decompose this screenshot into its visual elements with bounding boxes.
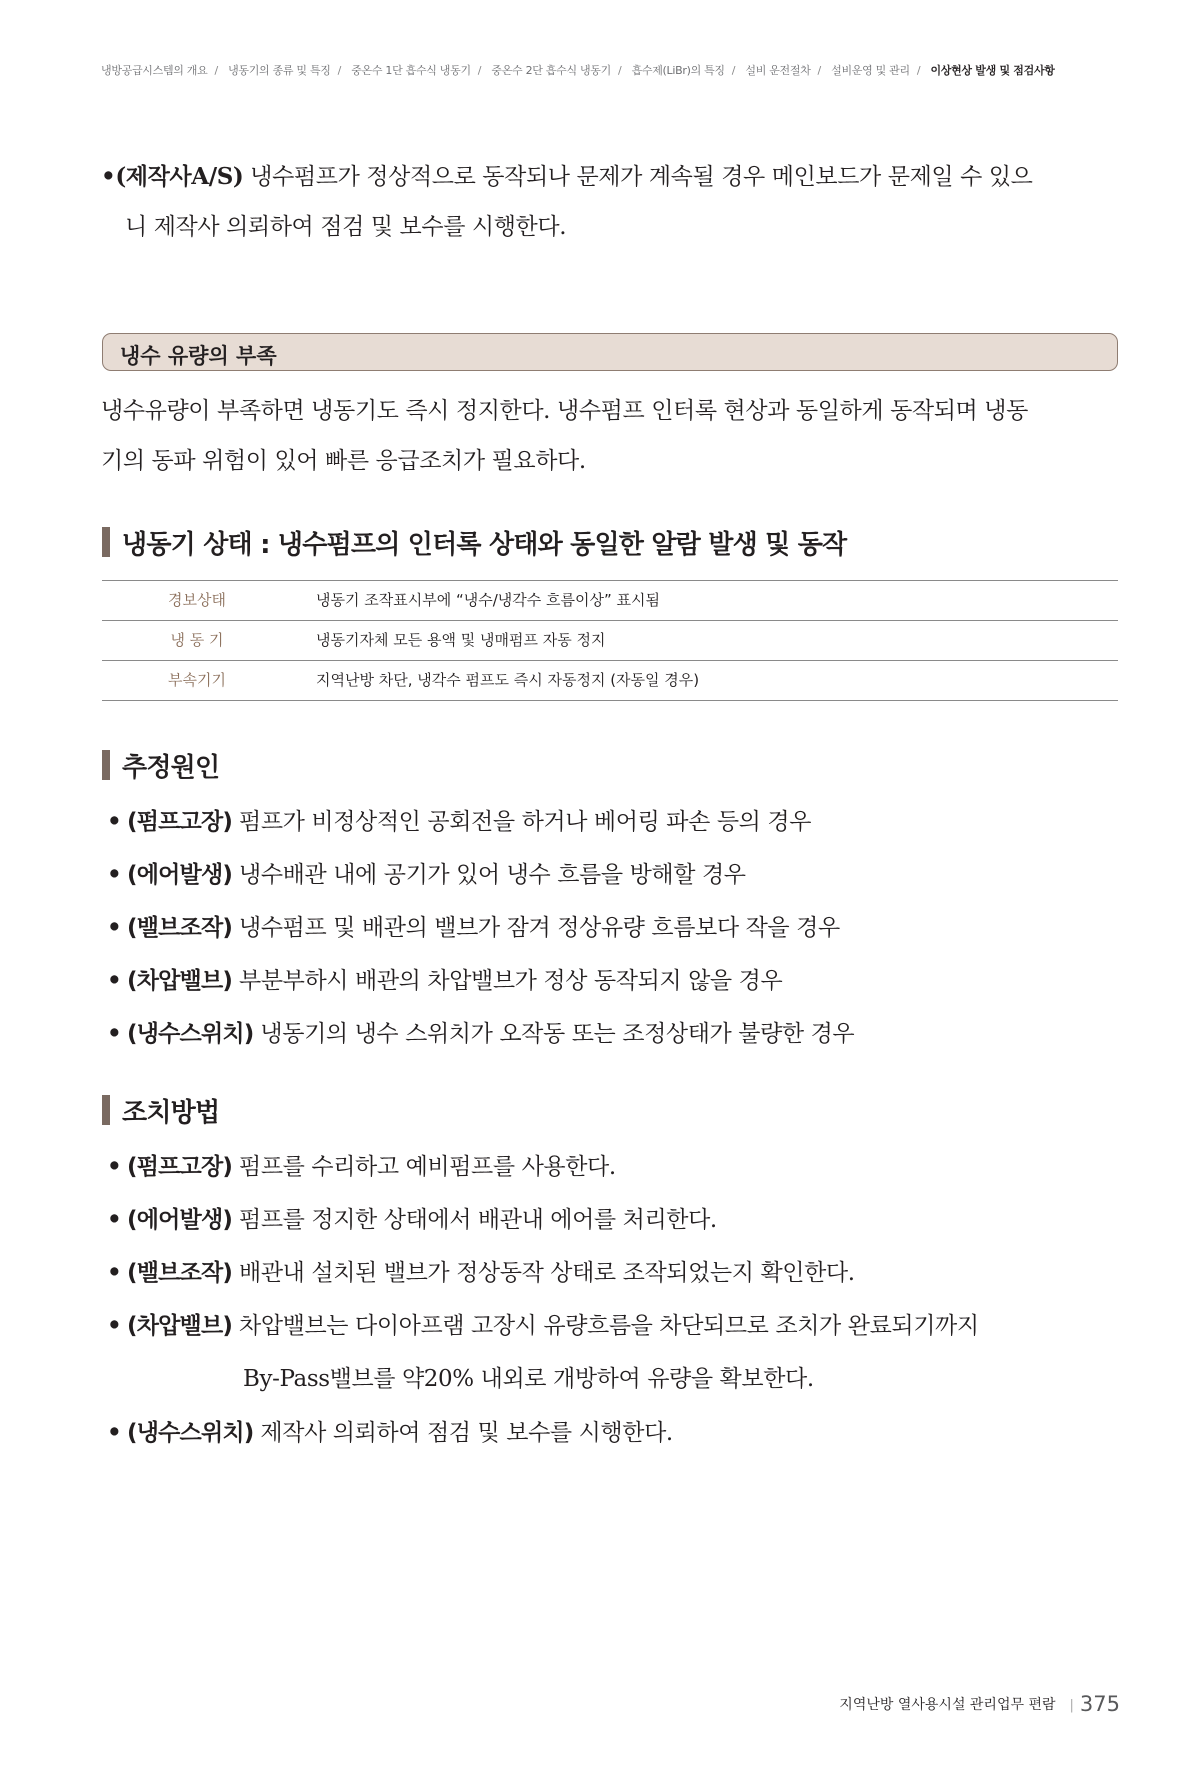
breadcrumb-item: 흡수제(LiBr)의 특징 — [631, 64, 725, 77]
footer-divider: | — [1069, 1698, 1074, 1713]
list-item — [107, 901, 1117, 954]
list-item — [107, 1140, 1117, 1193]
book-title: 지역난방 열사용시설 관리업무 편람 — [839, 1697, 1056, 1713]
breadcrumb: 냉방공급시스템의 개요 / 냉동기의 종류 및 특징 / 중온수 1단 흡수식 냉동기 / 중온수 2단 흡수식 냉동기 / 흡수제(LiBr)의 특징 / 설비 운전절차 / 설비운영 및 관리 / 이상현상 발생 및 점검사항 — [101, 64, 1055, 77]
list-item — [107, 954, 1117, 1007]
item-tag: (밸브조작) — [127, 1260, 233, 1286]
bullet-dot: • — [107, 1020, 122, 1047]
status-value: 냉동기 조작표시부에 “냉수/냉각수 흐름이상” 표시됨 — [316, 591, 660, 609]
actions-heading — [102, 1095, 219, 1129]
breadcrumb-item: 냉방공급시스템의 개요 — [101, 64, 208, 77]
item-text: 펌프를 정지한 상태에서 배관내 에어를 처리한다. — [232, 1207, 717, 1233]
status-label: 냉 동 기 — [170, 631, 224, 649]
bullet-dot: • — [107, 1206, 122, 1233]
item-text: 펌프가 비정상적인 공회전을 하거나 베어링 파손 등의 경우 — [232, 809, 812, 835]
breadcrumb-item: 설비 운전절차 — [745, 64, 811, 77]
heading-bar — [102, 1095, 110, 1125]
bullet-dot: • — [101, 163, 116, 190]
section-title-box — [102, 333, 1118, 371]
item-tag: (냉수스위치) — [127, 1021, 254, 1047]
breadcrumb-item: 중온수 2단 흡수식 냉동기 — [491, 64, 611, 77]
list-item — [107, 1406, 1117, 1459]
breadcrumb-item: 중온수 1단 흡수식 냉동기 — [351, 64, 471, 77]
list-item — [107, 1246, 1117, 1299]
lead-line: 냉수유량이 부족하면 냉동기도 즉시 정지한다. 냉수펌프 인터록 현상과 동일하게 동작되며 냉동 — [101, 398, 1028, 424]
bullet-dot: • — [107, 1259, 122, 1286]
section-lead — [101, 386, 1121, 486]
lead-line: 기의 동파 위험이 있어 빠른 응급조치가 필요하다. — [101, 448, 586, 474]
status-row — [102, 660, 1118, 701]
heading-bar — [102, 750, 110, 780]
item-text: 제작사 의뢰하여 점검 및 보수를 시행한다. — [253, 1420, 673, 1446]
page-footer — [820, 1692, 1120, 1716]
status-row — [102, 620, 1118, 660]
item-tag: (냉수스위치) — [127, 1420, 254, 1446]
list-item — [107, 1193, 1117, 1246]
breadcrumb-item: 설비운영 및 관리 — [831, 64, 910, 77]
intro-text-continued: 니 제작사 의뢰하여 점검 및 보수를 시행한다. — [125, 214, 567, 240]
status-value: 냉동기자체 모든 용액 및 냉매펌프 자동 정지 — [316, 631, 606, 649]
item-text: 냉수배관 내에 공기가 있어 냉수 흐름을 방해할 경우 — [232, 862, 746, 888]
item-tag: (밸브조작) — [127, 915, 233, 941]
status-label: 부속기기 — [168, 671, 226, 689]
status-row — [102, 580, 1118, 620]
item-text-continued: By-Pass밸브를 약20% 내외로 개방하여 유량을 확보한다. — [243, 1366, 814, 1392]
bullet-dot: • — [107, 1419, 122, 1446]
heading-bar — [102, 527, 110, 557]
actions-list — [107, 1140, 1117, 1459]
bullet-dot: • — [107, 808, 122, 835]
bullet-dot: • — [107, 861, 122, 888]
causes-heading — [102, 750, 219, 784]
item-text: 펌프를 수리하고 예비펌프를 사용한다. — [232, 1154, 616, 1180]
item-text: 배관내 설치된 밸브가 정상동작 상태로 조작되었는지 확인한다. — [232, 1260, 855, 1286]
status-heading — [102, 527, 846, 561]
list-item — [107, 795, 1117, 848]
status-label: 경보상태 — [168, 591, 226, 609]
item-tag: (펌프고장) — [127, 809, 233, 835]
intro-text: 냉수펌프가 정상적으로 동작되나 문제가 계속될 경우 메인보드가 문제일 수 있으 — [243, 164, 1033, 190]
bullet-dot: • — [107, 914, 122, 941]
item-text: 냉수펌프 및 배관의 밸브가 잠겨 정상유량 흐름보다 작을 경우 — [232, 915, 840, 941]
list-item — [107, 1299, 1117, 1406]
breadcrumb-item: 냉동기의 종류 및 특징 — [228, 64, 331, 77]
causes-list — [107, 795, 1117, 1060]
status-table — [102, 580, 1118, 701]
intro-tag: (제작사A/S) — [115, 163, 244, 190]
status-value: 지역난방 차단, 냉각수 펌프도 즉시 자동정지 (자동일 경우) — [316, 671, 700, 689]
bullet-dot: • — [107, 1153, 122, 1180]
item-tag: (에어발생) — [127, 1207, 233, 1233]
breadcrumb-current: 이상현상 발생 및 점검사항 — [930, 64, 1055, 77]
item-text: 부분부하시 배관의 차압밸브가 정상 동작되지 않을 경우 — [232, 968, 783, 994]
actions-heading-text: 조치방법 — [122, 1098, 220, 1128]
status-heading-text: 냉동기 상태 : 냉수펌프의 인터록 상태와 동일한 알람 발생 및 동작 — [122, 530, 847, 560]
item-tag: (에어발생) — [127, 862, 233, 888]
item-text: 차압밸브는 다이아프램 고장시 유량흐름을 차단되므로 조치가 완료되기까지 — [232, 1313, 979, 1339]
list-item — [107, 1007, 1117, 1060]
bullet-dot: • — [107, 1312, 122, 1339]
item-tag: (펌프고장) — [127, 1154, 233, 1180]
bullet-dot: • — [107, 967, 122, 994]
item-text: 냉동기의 냉수 스위치가 오작동 또는 조정상태가 불량한 경우 — [253, 1021, 855, 1047]
page-number: 375 — [1079, 1692, 1120, 1716]
list-item — [107, 848, 1117, 901]
causes-heading-text: 추정원인 — [122, 753, 220, 783]
section-title: 냉수 유량의 부족 — [120, 344, 277, 368]
item-tag: (차압밸브) — [127, 968, 233, 994]
intro-bullet — [101, 152, 1121, 252]
item-tag: (차압밸브) — [127, 1313, 233, 1339]
